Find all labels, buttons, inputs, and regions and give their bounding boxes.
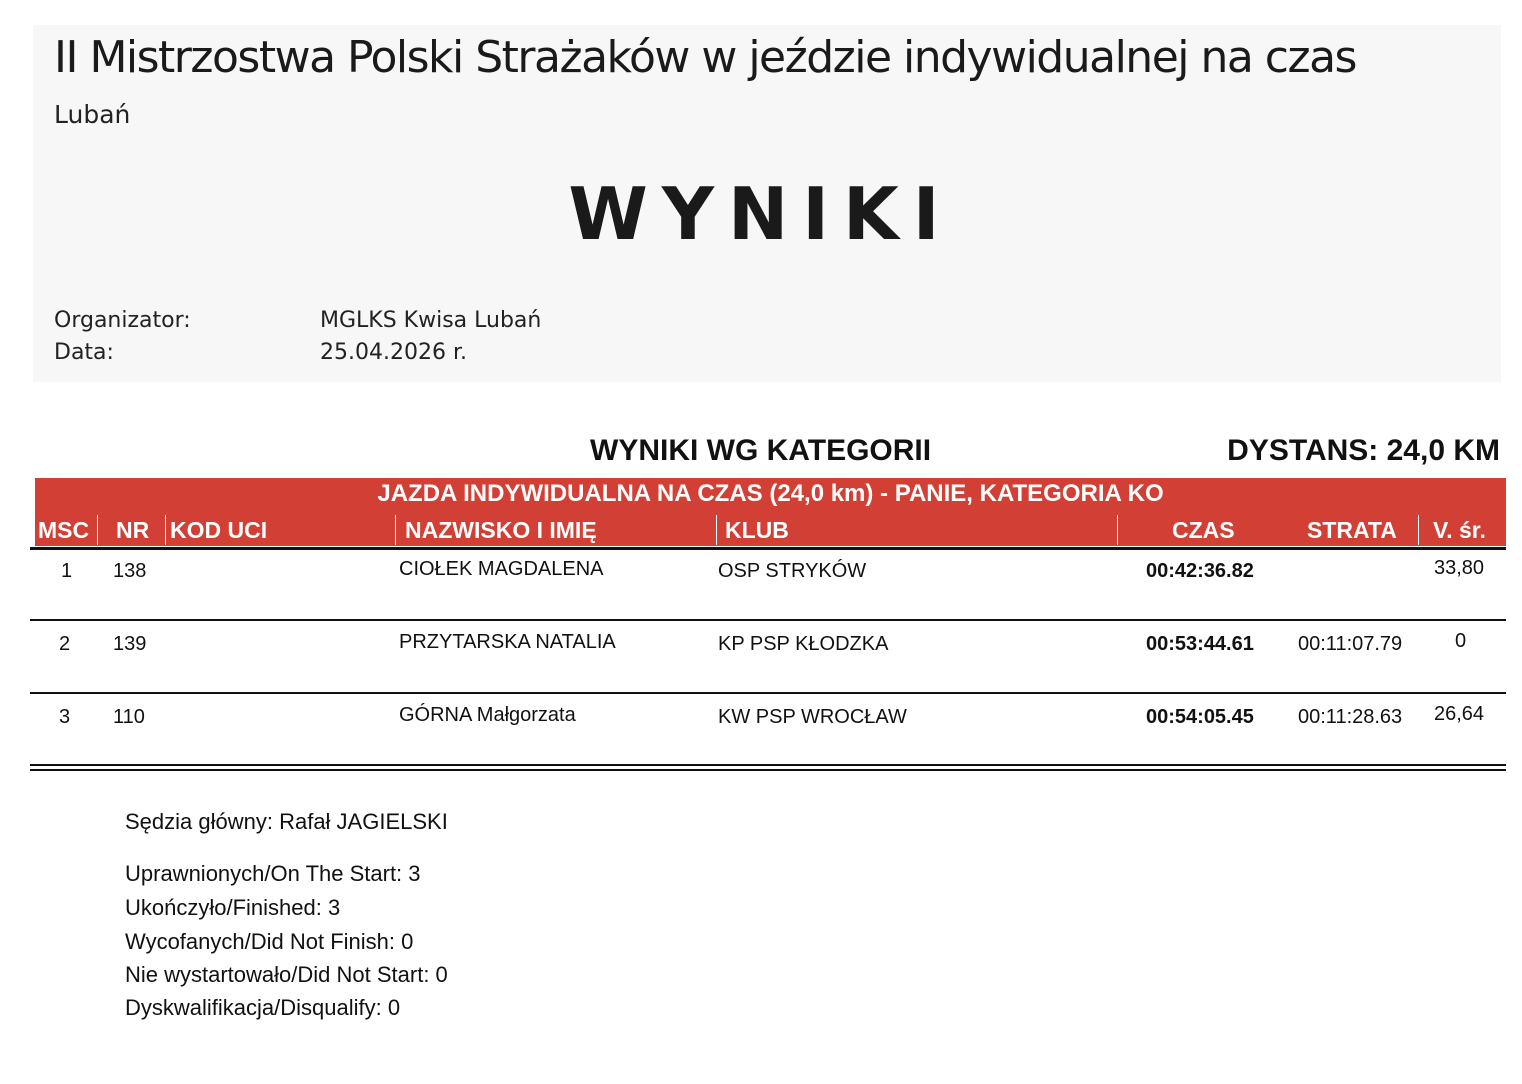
col-head-name: NAZWISKO I IMIĘ [405,517,597,543]
col-head-speed: V. śr. [1433,517,1486,543]
col-separator [97,515,98,545]
col-head-club: KLUB [725,517,789,543]
col-separator [1418,515,1419,545]
col-head-nr: NR [116,517,150,543]
date-label: Data: [54,340,114,365]
cell-nr: 110 [113,706,145,728]
cell-name: GÓRNA Małgorzata [399,704,576,726]
cell-nr: 138 [113,560,147,582]
col-separator [395,515,396,545]
stat-did-not-start: Nie wystartowało/Did Not Start: 0 [125,962,448,987]
stat-did-not-finish: Wycofanych/Did Not Finish: 0 [125,929,414,954]
col-head-msc: MSC [38,517,90,543]
cell-time: 00:54:05.45 [1146,706,1254,728]
stat-finished: Ukończyło/Finished: 3 [125,895,341,920]
cell-gap: 00:11:07.79 [1298,633,1403,655]
stat-on-start: Uprawnionych/On The Start: 3 [125,861,421,886]
cell-time: 00:53:44.61 [1146,633,1254,655]
table-end-rule-top [30,764,1506,766]
chief-judge: Sędzia główny: Rafał JAGIELSKI [125,809,448,834]
cell-speed: 0 [1455,630,1467,652]
col-head-time: CZAS [1172,517,1235,543]
section-title: WYNIKI WG KATEGORII [590,434,932,467]
col-separator [716,515,717,545]
date-value: 25.04.2026 r. [320,340,467,365]
stat-disqualified: Dyskwalifikacja/Disqualify: 0 [125,995,401,1020]
cell-time: 00:42:36.82 [1146,560,1254,582]
cell-speed: 26,64 [1434,703,1485,725]
cell-club: OSP STRYKÓW [718,560,867,582]
organizer-label: Organizator: [54,308,191,333]
results-heading: WYNIKI [568,172,954,256]
organizer-value: MGLKS Kwisa Lubań [320,308,542,333]
col-separator [1117,515,1118,545]
col-separator [165,515,166,545]
distance-label: DYSTANS: 24,0 KM [1227,434,1500,467]
event-location: Lubań [54,100,131,129]
cell-msc: 2 [59,633,71,655]
cell-msc: 1 [61,560,73,582]
cell-nr: 139 [113,633,147,655]
row-divider [30,619,1506,621]
category-title: JAZDA INDYWIDUALNA NA CZAS (24,0 km) - PANIE, KATEGORIA KO [377,480,1164,507]
cell-club: KW PSP WROCŁAW [718,706,907,728]
header-rule [30,547,1506,550]
col-head-kod-uci: KOD UCI [170,517,268,543]
cell-gap: 00:11:28.63 [1298,706,1403,728]
cell-speed: 33,80 [1434,557,1485,579]
cell-name: PRZYTARSKA NATALIA [399,631,616,653]
row-divider [30,692,1506,694]
table-end-rule-bottom [30,769,1506,771]
cell-club: KP PSP KŁODZKA [718,633,889,655]
col-head-gap: STRATA [1307,517,1397,543]
cell-msc: 3 [59,706,71,728]
event-title: II Mistrzostwa Polski Strażaków w jeździe indywidualnej na czas [54,32,1356,83]
cell-name: CIOŁEK MAGDALENA [399,558,604,580]
